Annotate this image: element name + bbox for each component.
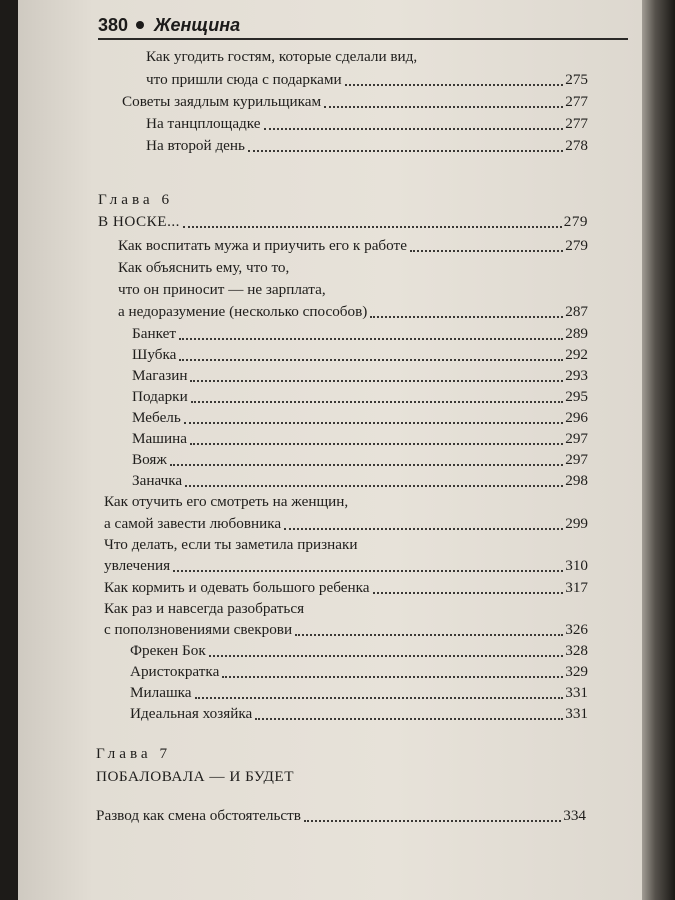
toc-leader	[410, 250, 563, 252]
toc-leader	[345, 84, 564, 86]
toc-entry	[130, 641, 588, 661]
toc-entry-title: Магазин	[132, 367, 188, 384]
toc-entry	[104, 578, 588, 598]
toc-entry-title: а недоразумение (несколько способов)	[118, 303, 368, 320]
toc-entry	[146, 70, 588, 90]
toc-page-number: 328	[565, 642, 588, 659]
toc-entry	[122, 92, 588, 112]
toc-page-number: 293	[565, 367, 588, 384]
toc-page-number: 295	[565, 388, 588, 405]
toc-page-number: 329	[565, 663, 588, 680]
toc-entry-title: что пришли сюда с подарками	[146, 71, 342, 88]
chapter-title: В НОСКЕ...	[98, 213, 180, 230]
toc-page-number: 287	[565, 303, 588, 320]
toc-entry-title: увлечения	[104, 557, 171, 574]
toc-leader	[324, 106, 563, 108]
toc-page-number: 289	[565, 325, 588, 342]
toc-entry	[118, 302, 588, 322]
toc-page-number: 326	[565, 621, 588, 638]
toc-entry-title: Советы заядлым курильщикам	[122, 93, 322, 110]
toc-leader	[284, 528, 563, 530]
toc-leader	[183, 226, 562, 228]
toc-entry-title: с поползновениями свекрови	[104, 621, 293, 638]
toc-leader	[264, 128, 564, 130]
toc-entry-title: Идеальная хозяйка	[130, 705, 253, 722]
toc-page-number: 334	[563, 807, 586, 824]
toc-leader	[190, 380, 563, 382]
toc-entry-title: Как воспитать мужа и приучить его к работе	[118, 237, 407, 254]
toc-entry	[118, 236, 588, 256]
toc-entry	[132, 366, 588, 386]
toc-entry-title: Машина	[132, 430, 187, 447]
chapter-title: ПОБАЛОВАЛА — И БУДЕТ	[96, 768, 294, 785]
chapter-label: Глава 6	[98, 191, 174, 208]
toc-page-number: 277	[565, 115, 588, 132]
toc-entry-title: Вояж	[132, 451, 167, 468]
toc-entry	[130, 704, 588, 724]
toc-entry	[104, 620, 588, 640]
toc-entry-title: Мебель	[132, 409, 181, 426]
toc-leader	[185, 485, 563, 487]
toc-leader	[191, 401, 564, 403]
toc-entry-title: а самой завести любовника	[104, 515, 282, 532]
toc-page-number: 296	[565, 409, 588, 426]
toc-entry	[104, 514, 588, 534]
toc-page-number: 297	[565, 451, 588, 468]
toc-leader	[195, 697, 564, 699]
toc-entry-title: Развод как смена обстоятельств	[96, 807, 301, 824]
page-number: 380	[98, 14, 129, 35]
toc-page-number: 331	[565, 705, 588, 722]
header-rule	[98, 38, 628, 40]
book-page	[18, 0, 642, 900]
toc-line: Как отучить его смотреть на женщин,	[104, 493, 349, 510]
toc-leader	[222, 676, 563, 678]
toc-leader	[370, 316, 563, 318]
chapter-label: Глава 7	[96, 745, 172, 762]
toc-page-number: 277	[565, 93, 588, 110]
toc-entry	[132, 387, 588, 407]
toc-entry	[146, 136, 588, 156]
toc-page-number: 292	[565, 346, 588, 363]
toc-page-number: 297	[565, 430, 588, 447]
toc-leader	[173, 570, 563, 572]
toc-leader	[179, 338, 563, 340]
toc-entry-title: Заначка	[132, 472, 183, 489]
toc-page-number: 310	[565, 557, 588, 574]
toc-line: что он приносит — не зарплата,	[118, 281, 326, 298]
toc-leader	[304, 820, 561, 822]
toc-entry-title: Шубка	[132, 346, 177, 363]
toc-line: Как раз и навсегда разобраться	[104, 600, 305, 617]
toc-entry-title: Как кормить и одевать большого ребенка	[104, 579, 370, 596]
toc-entry-title: Банкет	[132, 325, 176, 342]
running-header	[98, 12, 628, 38]
toc-leader	[373, 592, 564, 594]
toc-entry	[96, 806, 586, 826]
toc-entry-title: На танцплощадке	[146, 115, 261, 132]
toc-leader	[209, 655, 564, 657]
toc-entry-title: Аристократка	[130, 663, 220, 680]
toc-page-number: 299	[565, 515, 588, 532]
toc-leader	[184, 422, 563, 424]
toc-leader	[295, 634, 563, 636]
toc-leader	[170, 464, 563, 466]
toc-leader	[190, 443, 563, 445]
toc-entry-title: Подарки	[132, 388, 188, 405]
toc-page-number: 331	[565, 684, 588, 701]
running-title: Женщина	[154, 14, 241, 35]
toc-line: Как угодить гостям, которые сделали вид,	[146, 48, 418, 65]
toc-page-number: 317	[565, 579, 588, 596]
toc-entry	[132, 471, 588, 491]
toc-page-number: 275	[565, 71, 588, 88]
toc-entry	[132, 429, 588, 449]
toc-entry	[132, 408, 588, 428]
page-edge-shadow	[642, 0, 675, 900]
chapter-heading	[98, 212, 588, 232]
toc-entry	[146, 114, 588, 134]
toc-page-number: 279	[565, 237, 588, 254]
toc-entry	[130, 683, 588, 703]
toc-entry	[132, 324, 588, 344]
toc-entry-title: На второй день	[146, 137, 245, 154]
toc-page-number: 279	[563, 213, 588, 230]
toc-page-number: 278	[565, 137, 588, 154]
toc-line: Как объяснить ему, что то,	[118, 259, 290, 276]
toc-page-number: 298	[565, 472, 588, 489]
bullet-icon	[136, 21, 144, 29]
toc-entry-title: Фрекен Бок	[130, 642, 206, 659]
toc-entry	[132, 345, 588, 365]
toc-leader	[248, 150, 563, 152]
toc-entry-title: Милашка	[130, 684, 192, 701]
toc-line: Что делать, если ты заметила признаки	[104, 536, 358, 553]
toc-entry	[132, 450, 588, 470]
toc-entry	[130, 662, 588, 682]
toc-leader	[255, 718, 563, 720]
toc-entry	[104, 556, 588, 576]
toc-leader	[179, 359, 563, 361]
